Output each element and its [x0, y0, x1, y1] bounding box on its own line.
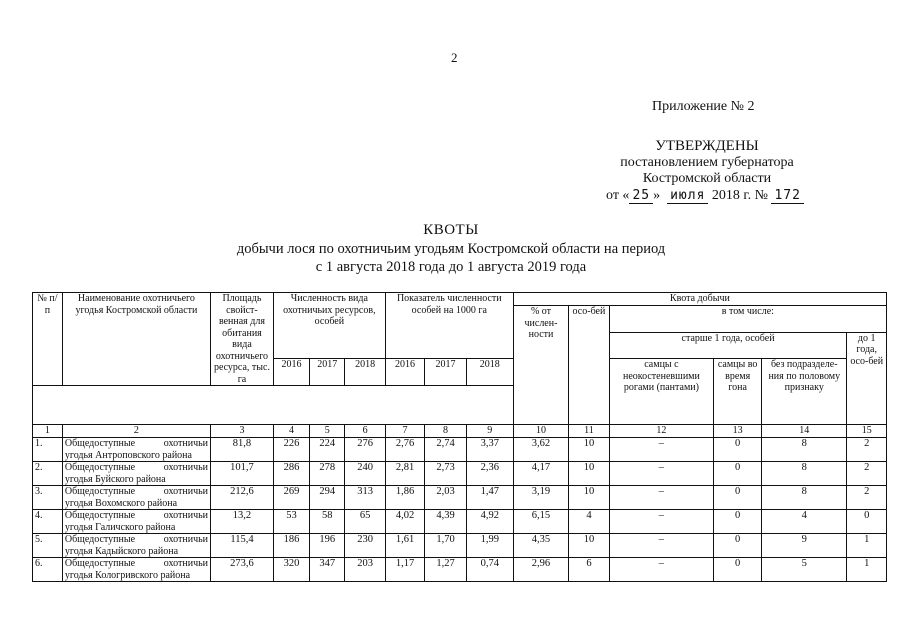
row-density-2017: 2,74 [425, 438, 467, 462]
table-row [33, 438, 887, 462]
column-number: 7 [385, 425, 424, 438]
header-incl: в том числе: [609, 306, 886, 333]
row-heads: 10 [569, 534, 610, 558]
row-name: Общедоступные охотничьи угодья Антроповского района [62, 438, 210, 462]
row-under-1: 2 [847, 462, 887, 486]
row-count-2016: 226 [273, 438, 309, 462]
row-count-2017: 347 [310, 558, 345, 582]
appendix-label: Приложение № 2 [652, 99, 755, 114]
header-nosex: без подразделе-ния по половому признаку [762, 359, 847, 425]
doc-title: КВОТЫ [423, 222, 479, 238]
row-rut-males: 0 [714, 558, 762, 582]
column-number: 13 [714, 425, 762, 438]
row-count-2016: 286 [273, 462, 309, 486]
column-number: 15 [847, 425, 887, 438]
row-count-2017: 196 [310, 534, 345, 558]
header-no: № п/п [33, 293, 63, 386]
row-name: Общедоступные охотничьи угодья Кологривского района [62, 558, 210, 582]
column-number: 5 [310, 425, 345, 438]
row-count-2018: 240 [345, 462, 386, 486]
table-row [33, 510, 887, 534]
approval-title: УТВЕРЖДЕНЫ [655, 138, 759, 154]
date-mid-1: » [653, 188, 661, 203]
handwritten-month: июля [667, 188, 708, 204]
row-count-2017: 224 [310, 438, 345, 462]
column-number: 2 [62, 425, 210, 438]
table-row [33, 558, 887, 582]
row-number: 2. [33, 462, 63, 486]
row-percent: 2,96 [513, 558, 568, 582]
header-count-2016: 2016 [273, 359, 309, 386]
row-no-sex: 5 [762, 558, 847, 582]
approval-date-line [606, 188, 804, 204]
row-count-2016: 53 [273, 510, 309, 534]
table-row [33, 534, 887, 558]
approval-line-2: Костромской области [642, 171, 772, 186]
row-density-2016: 1,61 [385, 534, 424, 558]
row-antler-males: – [609, 462, 713, 486]
row-name: Общедоступные охотничьи угодья Вохомского района [62, 486, 210, 510]
row-rut-males: 0 [714, 510, 762, 534]
column-number: 10 [513, 425, 568, 438]
row-density-2018: 2,36 [466, 462, 513, 486]
row-name: Общедоступные охотничьи угодья Буйского района [62, 462, 210, 486]
row-count-2016: 320 [273, 558, 309, 582]
row-count-2018: 65 [345, 510, 386, 534]
handwritten-day: 25 [629, 188, 653, 204]
header-count-2017: 2017 [310, 359, 345, 386]
header-quota: Квота добычи [513, 293, 886, 306]
row-count-2017: 278 [310, 462, 345, 486]
approval-line-1: постановлением губернатора [620, 155, 794, 170]
row-area: 212,6 [211, 486, 274, 510]
column-number: 3 [211, 425, 274, 438]
column-number: 9 [466, 425, 513, 438]
row-rut-males: 0 [714, 462, 762, 486]
row-heads: 10 [569, 438, 610, 462]
column-number: 8 [425, 425, 467, 438]
row-number: 4. [33, 510, 63, 534]
header-count-2018: 2018 [345, 359, 386, 386]
row-under-1: 1 [847, 558, 887, 582]
row-name: Общедоступные охотничьи угодья Кадыйского района [62, 534, 210, 558]
header-pct: % от числен-ности [513, 306, 568, 425]
row-count-2017: 58 [310, 510, 345, 534]
header-older: старше 1 года, особей [609, 332, 847, 359]
row-heads: 10 [569, 486, 610, 510]
row-percent: 4,35 [513, 534, 568, 558]
row-count-2018: 313 [345, 486, 386, 510]
row-density-2018: 1,47 [466, 486, 513, 510]
column-number: 11 [569, 425, 610, 438]
row-no-sex: 4 [762, 510, 847, 534]
row-number: 5. [33, 534, 63, 558]
row-antler-males: – [609, 486, 713, 510]
row-number: 6. [33, 558, 63, 582]
row-area: 273,6 [211, 558, 274, 582]
row-antler-males: – [609, 510, 713, 534]
doc-subtitle-1: добычи лося по охотничьим угодьям Костромской области на период [236, 241, 666, 257]
row-heads: 10 [569, 462, 610, 486]
header-area: Площадь свойст-венная для обитания вида охотничьего ресурса, тыс. га [211, 293, 274, 386]
row-name: Общедоступные охотничьи угодья Галичского района [62, 510, 210, 534]
row-no-sex: 8 [762, 486, 847, 510]
column-number-row [33, 425, 887, 438]
header-under1: до 1 года, осо-бей [847, 332, 887, 424]
column-number: 1 [33, 425, 63, 438]
row-rut-males: 0 [714, 438, 762, 462]
row-under-1: 0 [847, 510, 887, 534]
row-percent: 6,15 [513, 510, 568, 534]
row-antler-males: – [609, 534, 713, 558]
row-percent: 3,62 [513, 438, 568, 462]
row-density-2018: 1,99 [466, 534, 513, 558]
header-density-2017: 2017 [425, 359, 467, 386]
row-density-2016: 2,81 [385, 462, 424, 486]
table-row [33, 486, 887, 510]
row-count-2018: 230 [345, 534, 386, 558]
row-under-1: 1 [847, 534, 887, 558]
header-name: Наименование охотничьего угодья Костромской области [62, 293, 210, 386]
quota-table [32, 292, 887, 582]
row-density-2016: 1,17 [385, 558, 424, 582]
row-count-2018: 203 [345, 558, 386, 582]
row-heads: 4 [569, 510, 610, 534]
header-heads: осо-бей [569, 306, 610, 425]
row-density-2018: 0,74 [466, 558, 513, 582]
column-number: 12 [609, 425, 713, 438]
column-number: 4 [273, 425, 309, 438]
row-density-2016: 1,86 [385, 486, 424, 510]
row-density-2018: 3,37 [466, 438, 513, 462]
row-number: 1. [33, 438, 63, 462]
row-density-2017: 2,03 [425, 486, 467, 510]
row-rut-males: 0 [714, 486, 762, 510]
row-percent: 4,17 [513, 462, 568, 486]
row-no-sex: 8 [762, 462, 847, 486]
header-count: Численность вида охотничьих ресурсов, особей [273, 293, 385, 359]
table-row [33, 462, 887, 486]
handwritten-number: 172 [771, 188, 803, 204]
row-density-2016: 2,76 [385, 438, 424, 462]
header-rut: самцы во время гона [714, 359, 762, 425]
row-area: 13,2 [211, 510, 274, 534]
row-no-sex: 8 [762, 438, 847, 462]
row-area: 81,8 [211, 438, 274, 462]
page-number: 2 [451, 50, 458, 65]
row-under-1: 2 [847, 438, 887, 462]
row-density-2016: 4,02 [385, 510, 424, 534]
row-density-2018: 4,92 [466, 510, 513, 534]
row-density-2017: 1,70 [425, 534, 467, 558]
row-rut-males: 0 [714, 534, 762, 558]
row-density-2017: 1,27 [425, 558, 467, 582]
row-percent: 3,19 [513, 486, 568, 510]
date-prefix: от « [606, 188, 630, 203]
date-mid-2: 2018 г. № [711, 188, 768, 203]
row-density-2017: 2,73 [425, 462, 467, 486]
row-count-2016: 186 [273, 534, 309, 558]
header-density-2016: 2016 [385, 359, 424, 386]
column-number: 6 [345, 425, 386, 438]
header-density-2018: 2018 [466, 359, 513, 386]
row-count-2016: 269 [273, 486, 309, 510]
row-density-2017: 4,39 [425, 510, 467, 534]
row-number: 3. [33, 486, 63, 510]
row-count-2017: 294 [310, 486, 345, 510]
row-heads: 6 [569, 558, 610, 582]
row-no-sex: 9 [762, 534, 847, 558]
column-number: 14 [762, 425, 847, 438]
row-under-1: 2 [847, 486, 887, 510]
row-count-2018: 276 [345, 438, 386, 462]
row-antler-males: – [609, 438, 713, 462]
row-area: 115,4 [211, 534, 274, 558]
doc-subtitle-2: с 1 августа 2018 года до 1 августа 2019 года [315, 259, 587, 275]
row-antler-males: – [609, 558, 713, 582]
header-antler: самцы с неокостеневшими рогами (пантами) [609, 359, 713, 425]
row-area: 101,7 [211, 462, 274, 486]
header-density: Показатель численности особей на 1000 га [385, 293, 513, 359]
